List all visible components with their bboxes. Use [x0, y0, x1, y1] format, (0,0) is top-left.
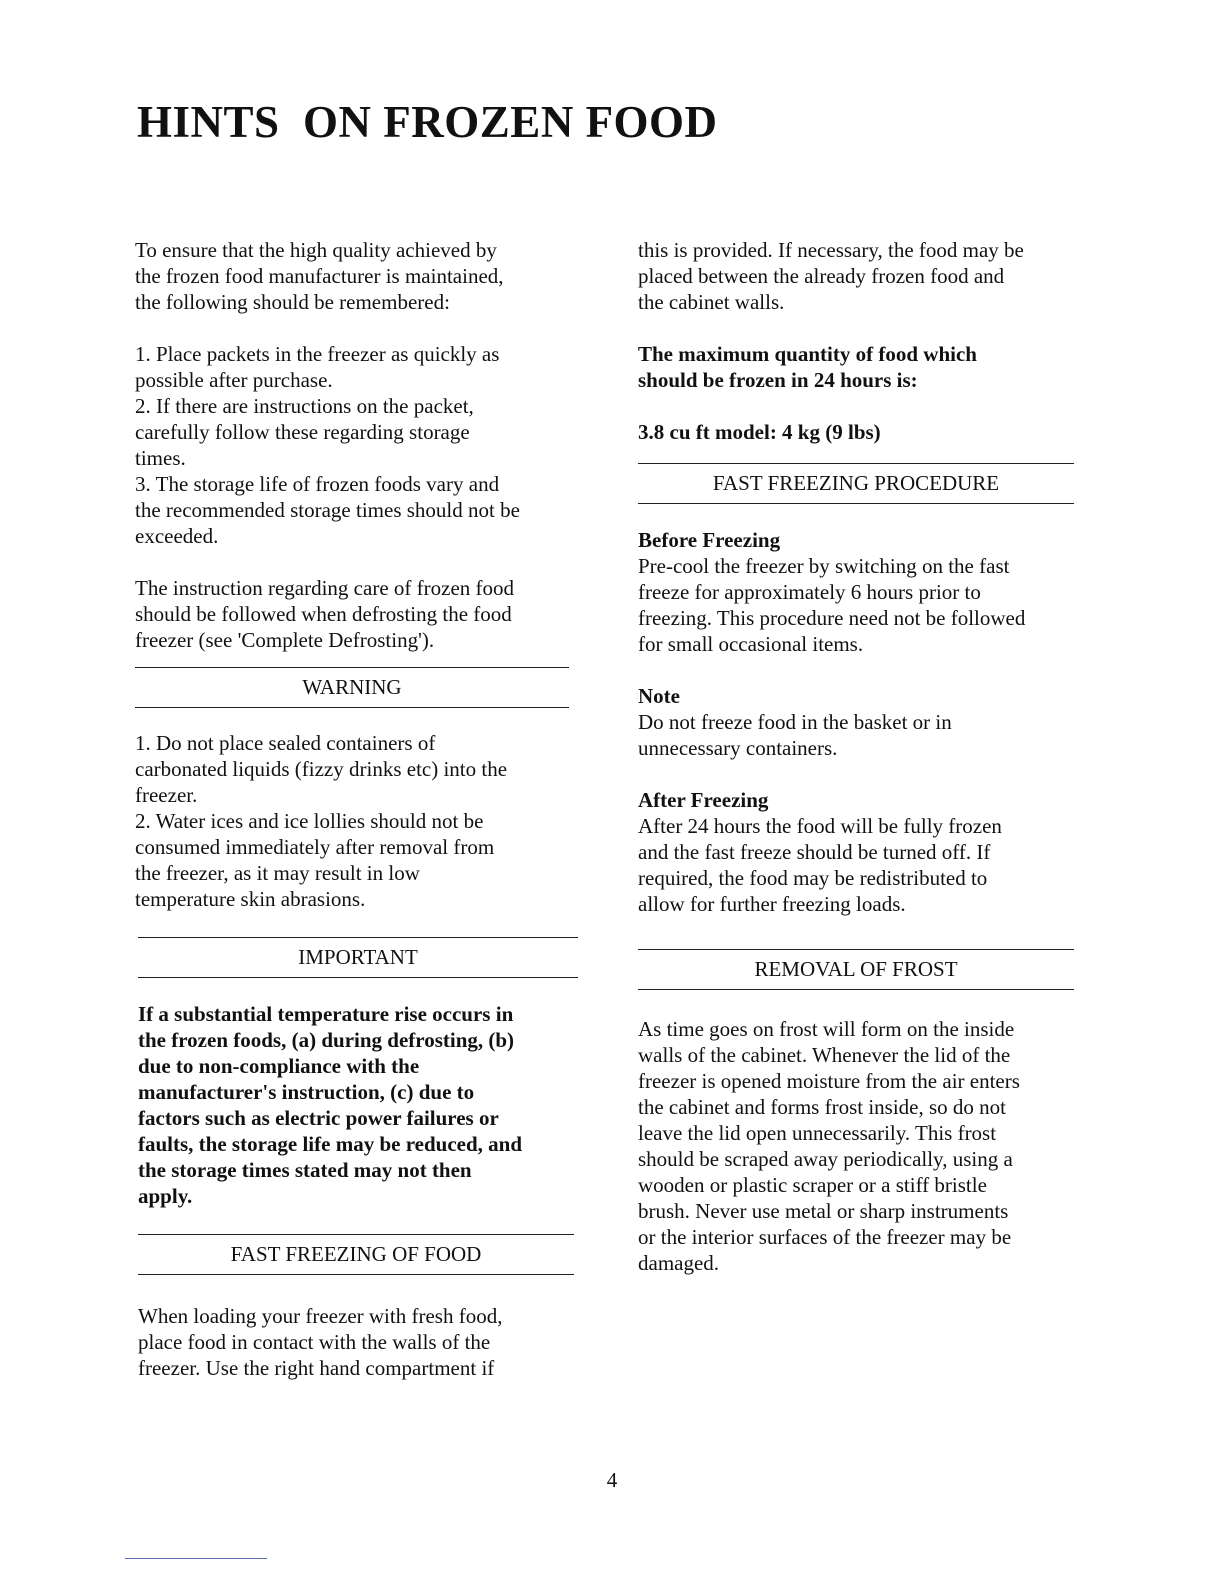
footer-rule: [125, 1558, 267, 1559]
care-paragraph: The instruction regarding care of frozen food should be followed when defrosting the food freezer (see 'Complete Defrosting').: [135, 576, 515, 652]
fast-freezing-text: When loading your freezer with fresh food, place food in contact with the walls of the freezer. Use the right hand compartment if: [138, 1304, 503, 1380]
page-number: 4: [606, 1468, 618, 1492]
left-column: [135, 237, 580, 1381]
procedure-heading: FAST FREEZING PROCEDURE: [638, 463, 1074, 504]
important-heading: IMPORTANT: [138, 937, 578, 978]
model-capacity: 3.8 cu ft model: 4 kg (9 lbs): [638, 420, 881, 444]
removal-of-frost-heading: REMOVAL OF FROST: [638, 949, 1074, 990]
warning-text: 1. Do not place sealed containers of carbonated liquids (fizzy drinks etc) into the freezer. 2. Water ices and ice lollies should not be consumed immediately after removal from the freezer, as it may result in low temperature skin abrasions.: [135, 731, 508, 911]
before-freezing-text: Pre-cool the freezer by switching on the fast freeze for approximately 6 hours prior to freezing. This procedure need not be followed for small occasional items.: [638, 554, 1026, 656]
note-heading: Note: [638, 684, 680, 708]
max-quantity-text: The maximum quantity of food which should be frozen in 24 hours is:: [638, 342, 977, 392]
intro-paragraph: To ensure that the high quality achieved by the frozen food manufacturer is maintained, the following should be remembered:: [135, 238, 504, 314]
after-freezing-text: After 24 hours the food will be fully frozen and the fast freeze should be turned off. If required, the food may be redistributed to allow for further freezing loads.: [638, 814, 1002, 916]
important-text: If a substantial temperature rise occurs in the frozen foods, (a) during defrosting, (b) due to non-compliance with the manufacturer's instruction, (c) due to factors such as electric power failures or faults, the storage life may be reduced, and the storage times stated may not then apply.: [138, 1002, 522, 1208]
fast-freezing-heading: FAST FREEZING OF FOOD: [138, 1234, 574, 1275]
warning-heading: WARNING: [135, 667, 569, 708]
after-freezing-heading: After Freezing: [638, 788, 769, 812]
before-freezing-heading: Before Freezing: [638, 528, 781, 552]
storage-list: 1. Place packets in the freezer as quickly as possible after purchase. 2. If there are instructions on the packet, carefully follow these regarding storage times. 3. The storage life of frozen foods vary and the recommended storage times should not be exceeded.: [135, 342, 520, 548]
page-title: HINTS ON FROZEN FOOD: [137, 97, 718, 147]
removal-of-frost-text: As time goes on frost will form on the inside walls of the cabinet. Whenever the lid of the freezer is opened moisture from the air enters the cabinet and forms frost inside, so do not leave the lid open unnecessarily. This frost should be scraped away periodically, using a wooden or plastic scraper or a stiff bristle brush. Never use metal or sharp instruments or the interior surfaces of the freezer may be damaged.: [638, 1017, 1020, 1275]
note-text: Do not freeze food in the basket or in unnecessary containers.: [638, 710, 952, 760]
right-column: [638, 237, 1083, 1276]
continued-paragraph: this is provided. If necessary, the food may be placed between the already frozen food and the cabinet walls.: [638, 238, 1024, 314]
